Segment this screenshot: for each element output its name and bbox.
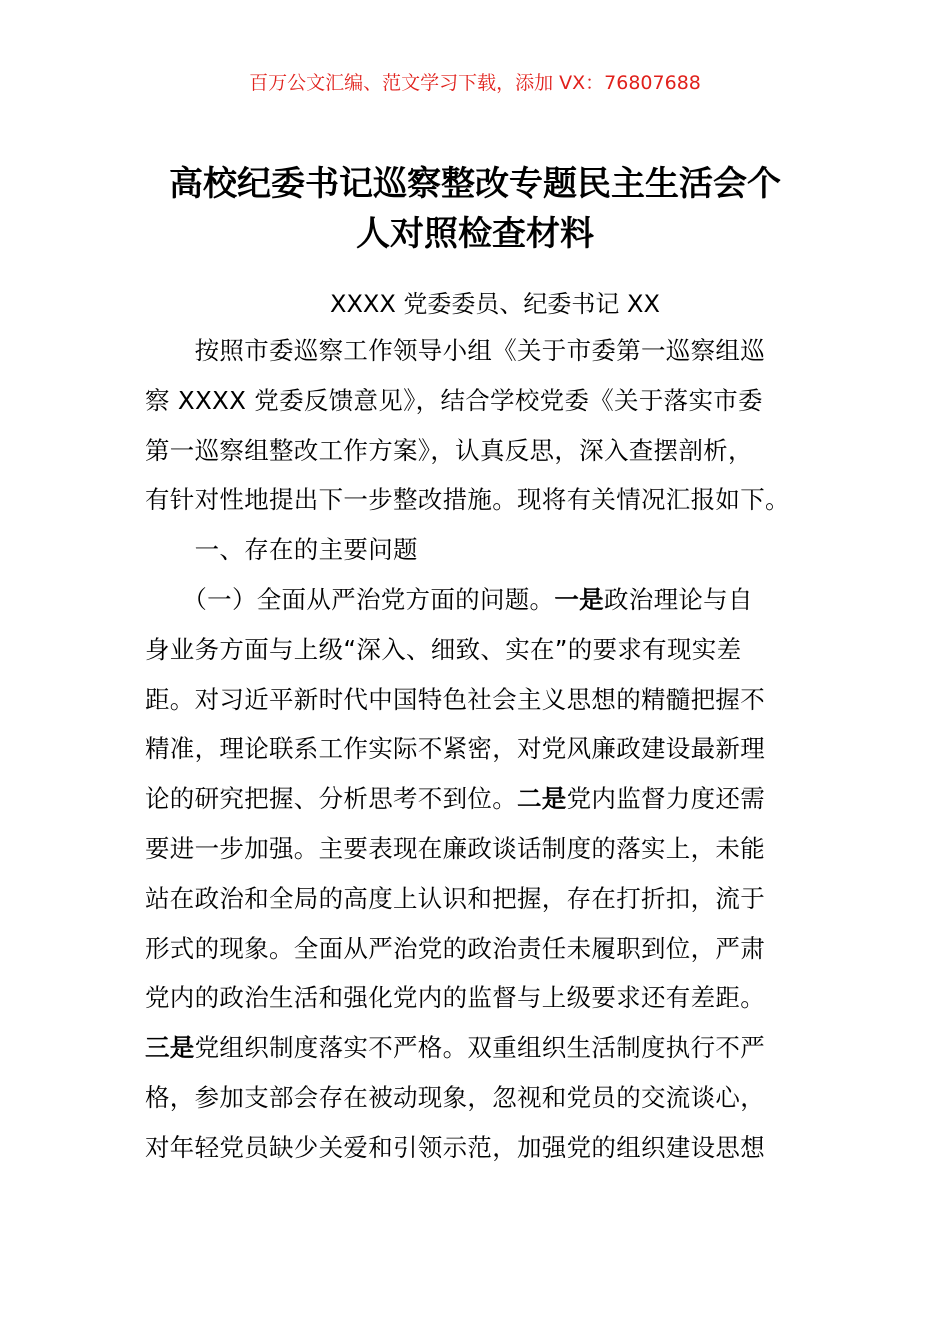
body-text-line bbox=[145, 1081, 795, 1131]
text-span: 党内监督力度还需 bbox=[566, 784, 766, 814]
text-span: 按照市委巡察工作领导小组《关于市委第一巡察组巡 bbox=[145, 336, 765, 365]
body-text-line bbox=[145, 882, 795, 932]
body-text-line bbox=[145, 932, 795, 982]
body-text-line bbox=[145, 633, 795, 683]
text-span: 党内的政治生活和强化党内的监督与上级要求还有差距。 bbox=[145, 983, 765, 1013]
text-span: 一、存在的主要问题 bbox=[145, 535, 418, 565]
text-span: 要进一步加强。主要表现在廉政谈话制度的落实上，未能 bbox=[145, 833, 765, 863]
text-span: 格，参加支部会存在被动现象，忽视和党员的交流谈心， bbox=[145, 1082, 765, 1112]
document-title-line-2: 人对照检查材料 bbox=[356, 214, 594, 254]
body-text-line bbox=[145, 483, 795, 533]
bold-text-span: 二是 bbox=[517, 784, 567, 814]
body-text-line bbox=[145, 981, 795, 1031]
document-title-line-1: 高校纪委书记巡察整改专题民主生活会个 bbox=[169, 164, 781, 204]
text-span: 站在政治和全局的高度上认识和把握，存在打折扣，流于 bbox=[145, 883, 765, 913]
text-span: 第一巡察组整改工作方案》，认真反思，深入查摆剖析， bbox=[145, 435, 753, 465]
text-span: 身业务方面与上级“深入、细致、实在”的要求有现实差 bbox=[145, 634, 742, 664]
text-span: 党组织制度落实不严格。双重组织生活制度执行不严 bbox=[194, 1033, 766, 1063]
body-text-line bbox=[145, 832, 795, 882]
text-span: 精准，理论联系工作实际不紧密，对党风廉政建设最新理 bbox=[145, 734, 765, 764]
body-text-line bbox=[145, 732, 795, 782]
body-text-line bbox=[145, 334, 795, 384]
text-span: 论的研究把握、分析思考不到位。 bbox=[145, 784, 517, 814]
bold-text-span: 三是 bbox=[145, 1033, 195, 1063]
body-text-line bbox=[145, 384, 795, 434]
text-span: 距。对习近平新时代中国特色社会主义思想的精髓把握不 bbox=[145, 684, 765, 714]
text-span: 对年轻党员缺少关爱和引领示范，加强党的组织建设思想 bbox=[145, 1132, 765, 1162]
body-text-line bbox=[145, 1031, 795, 1081]
text-span: 政治理论与自 bbox=[603, 584, 753, 614]
watermark-header: 百万公文汇编、范文学习下载，添加 VX：76807688 bbox=[249, 72, 701, 94]
body-text-line bbox=[145, 533, 795, 583]
body-text-line bbox=[145, 782, 795, 832]
text-span: 察 XXXX 党委反馈意见》，结合学校党委《关于落实市委 bbox=[145, 385, 763, 415]
body-text-line bbox=[145, 583, 795, 633]
body-text-line bbox=[145, 434, 795, 484]
text-span: 有针对性地提出下一步整改措施。现将有关情况汇报如下。 bbox=[145, 485, 790, 515]
document-body bbox=[145, 334, 795, 1181]
bold-text-span: 一是 bbox=[554, 584, 604, 614]
body-text-line bbox=[145, 1131, 795, 1181]
body-text-line bbox=[145, 683, 795, 733]
text-span: 形式的现象。全面从严治党的政治责任未履职到位，严肃 bbox=[145, 933, 765, 963]
author-line: XXXX 党委委员、纪委书记 XX bbox=[330, 290, 660, 318]
text-span: （一）全面从严治党方面的问题。 bbox=[145, 584, 555, 614]
